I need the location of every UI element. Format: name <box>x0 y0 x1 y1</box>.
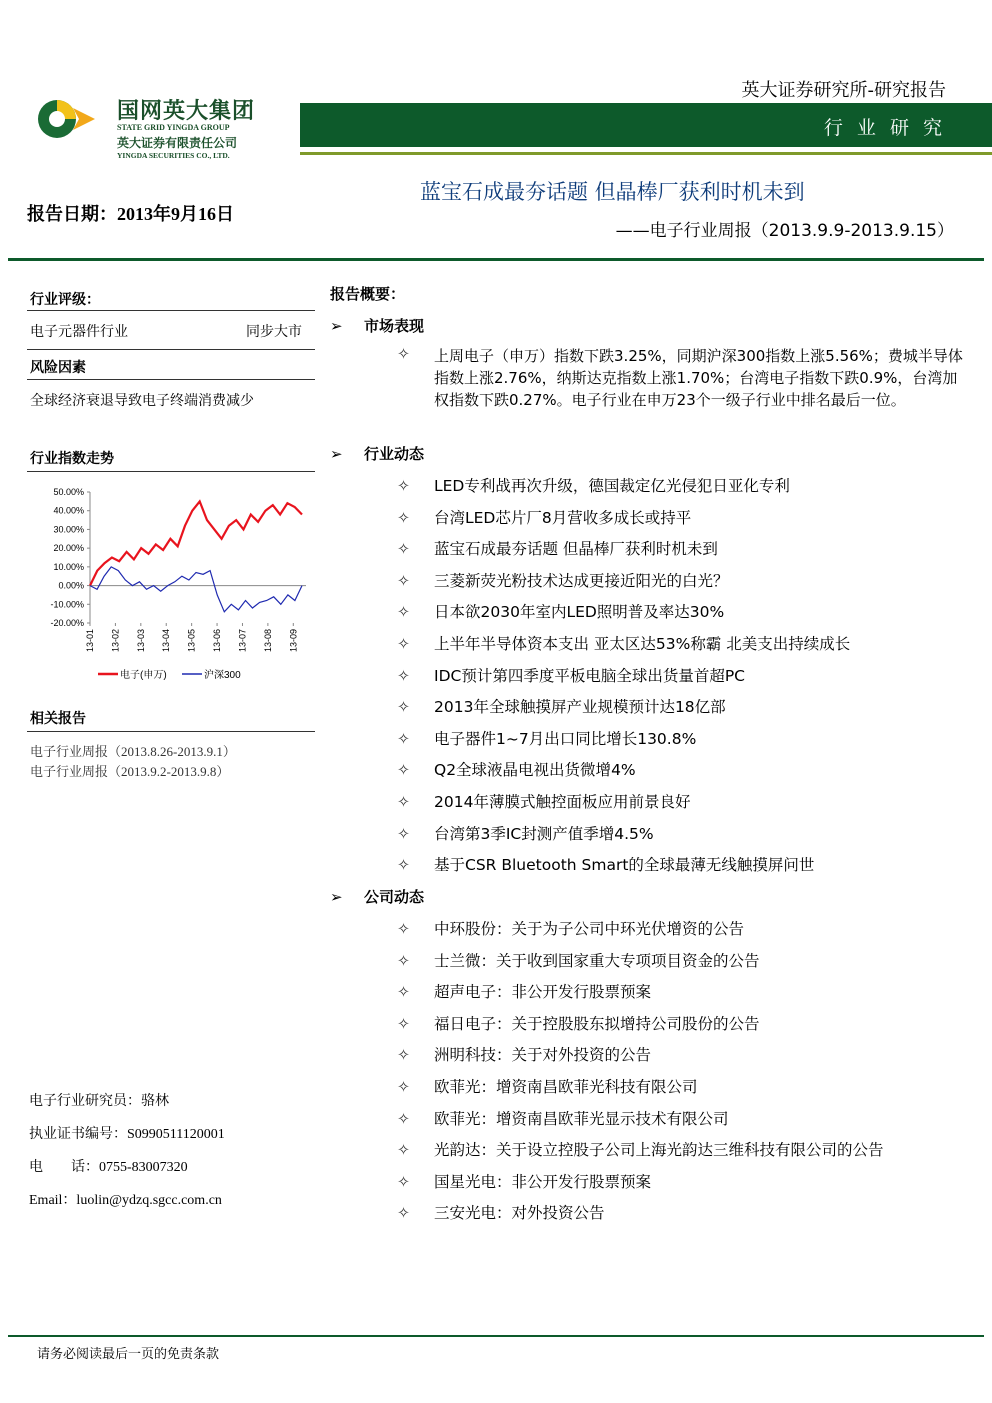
section-label: 行 业 研 究 <box>823 117 946 139</box>
news-item-text: IDC预计第四季度平板电脑全球出货量首超PC <box>434 666 746 685</box>
diamond-bullet-icon: ✧ <box>397 1078 410 1096</box>
news-item[interactable] <box>397 790 690 812</box>
diamond-bullet-icon: ✧ <box>397 508 410 527</box>
news-item-text: 欧菲光：增资南昌欧菲光显示技术有限公司 <box>434 1109 729 1128</box>
news-item[interactable] <box>397 758 636 780</box>
x-tick-label: 13-01 <box>85 629 95 653</box>
diamond-bullet-icon: ✧ <box>397 666 410 685</box>
industry-rating: 同步大市 <box>246 324 302 340</box>
analyst-name: 电子行业研究员：骆林 <box>29 1094 169 1109</box>
diamond-bullet-icon: ✧ <box>397 1204 410 1223</box>
news-item[interactable] <box>397 1107 729 1129</box>
x-tick-label: 13-02 <box>110 629 121 653</box>
news-item-text: 光韵达：关于设立控股子公司上海光韵达三维科技有限公司的公告 <box>434 1141 884 1160</box>
news-item[interactable] <box>397 727 696 749</box>
y-tick-label: 0.00% <box>58 580 84 591</box>
y-tick-label: 40.00% <box>53 505 84 516</box>
header-divider <box>8 258 984 261</box>
diamond-bullet-icon: ✧ <box>397 540 410 559</box>
index-trend-chart <box>24 480 314 690</box>
diamond-bullet-icon: ✧ <box>397 920 410 938</box>
section-industry <box>330 443 424 464</box>
y-tick-label: 50.00% <box>53 487 84 497</box>
y-tick-label: 30.00% <box>53 524 84 535</box>
diamond-bullet-icon: ✧ <box>397 698 410 717</box>
x-tick-label: 13-07 <box>237 629 248 653</box>
x-tick-label: 13-03 <box>135 629 146 653</box>
report-date: 报告日期：2013年9月16日 <box>27 204 234 224</box>
news-item[interactable] <box>397 1170 651 1192</box>
org-title: 英大证券研究所-研究报告 <box>741 80 946 101</box>
news-item-text: 超声电子：非公开发行股票预案 <box>434 983 652 1002</box>
news-item-text: 洲明科技：关于对外投资的公告 <box>434 1046 652 1065</box>
logo-group-name: 国网英大集团 <box>117 99 256 124</box>
news-item[interactable] <box>397 695 726 717</box>
report-title: 蓝宝石成最夯话题 但晶棒厂获利时机未到 <box>420 180 805 204</box>
logo-company-name-en: YINGDA SECURITIES CO., LTD. <box>117 151 230 160</box>
diamond-bullet-icon: ✧ <box>397 1141 410 1160</box>
risk-text: 全球经济衰退导致电子终端消费减少 <box>30 393 254 409</box>
related-report-1[interactable]: 电子行业周报（2013.8.26-2013.9.1） <box>30 744 236 759</box>
diamond-bullet-icon: ✧ <box>397 571 410 590</box>
news-item[interactable] <box>397 569 729 591</box>
news-item-text: 三菱新荧光粉技术达成更接近阳光的白光？ <box>434 571 729 590</box>
news-item-text: 欧菲光：增资南昌欧菲光科技有限公司 <box>434 1078 698 1096</box>
news-item-text: 上半年半导体资本支出 亚太区达53%称霸 北美支出持续成长 <box>434 635 851 653</box>
diamond-bullet-icon: ✧ <box>397 824 410 843</box>
logo-group-name-en: STATE GRID YINGDA GROUP <box>117 123 230 132</box>
phone-number: 电 话：0755-83007320 <box>29 1160 188 1175</box>
diamond-bullet-icon: ✧ <box>397 856 410 875</box>
news-item-text: 福日电子：关于控股股东拟增持公司股份的公告 <box>434 1014 760 1033</box>
section-market <box>330 315 424 336</box>
y-tick-label: -20.00% <box>50 618 84 628</box>
news-item[interactable] <box>397 853 814 875</box>
news-item-text: 士兰微：关于收到国家重大专项项目资金的公告 <box>434 951 760 970</box>
news-item-text: 中环股份：关于为子公司中环光伏增资的公告 <box>434 920 745 938</box>
news-item-text: 电子器件1~7月出口同比增长130.8% <box>434 729 697 748</box>
diamond-bullet-icon: ✧ <box>397 477 410 495</box>
news-item[interactable] <box>397 1012 760 1034</box>
diamond-bullet-icon: ✧ <box>397 635 410 653</box>
news-item[interactable] <box>397 1043 651 1065</box>
news-item-text: 2014年薄膜式触控面板应用前景良好 <box>434 793 691 811</box>
section-title: 市场表现 <box>364 317 425 335</box>
y-tick-label: -10.00% <box>50 599 84 610</box>
diamond-bullet-icon: ✧ <box>397 1046 410 1065</box>
logo-company-name: 英大证券有限责任公司 <box>117 136 238 150</box>
legend-label: 沪深300 <box>204 670 241 681</box>
diamond-bullet-icon: ✧ <box>397 345 410 363</box>
diamond-bullet-icon: ✧ <box>397 1109 410 1128</box>
company-logo <box>37 92 277 162</box>
news-item[interactable] <box>397 537 718 559</box>
news-item-text: 基于CSR Bluetooth Smart的全球最薄无线触摸屏问世 <box>434 856 815 875</box>
trend-rule <box>27 471 315 472</box>
news-item[interactable] <box>397 980 651 1002</box>
news-item[interactable] <box>397 1138 884 1160</box>
news-item[interactable] <box>397 600 724 622</box>
news-item[interactable] <box>397 632 850 654</box>
header-accent-rule <box>300 152 992 155</box>
diamond-bullet-icon: ✧ <box>397 603 410 622</box>
related-rule <box>27 731 315 732</box>
news-item-text: Q2全球液晶电视出货微增4% <box>434 761 636 780</box>
legend-label: 电子(申万) <box>120 670 167 681</box>
news-item-text: 国星光电：非公开发行股票预案 <box>434 1172 652 1191</box>
rating-heading: 行业评级： <box>30 292 100 308</box>
risk-top-rule <box>27 349 315 350</box>
diamond-bullet-icon: ✧ <box>397 1172 410 1191</box>
related-report-2[interactable]: 电子行业周报（2013.9.2-2013.9.8） <box>30 764 230 779</box>
diamond-bullet-icon: ✧ <box>397 1014 410 1033</box>
news-item[interactable] <box>397 949 760 971</box>
news-item-text: 2013年全球触摸屏产业规模预计达18亿部 <box>434 698 726 717</box>
news-item-text: 蓝宝石成最夯话题 但晶棒厂获利时机未到 <box>434 540 718 559</box>
news-item[interactable] <box>397 1201 605 1223</box>
industry-name: 电子元器件行业 <box>30 324 128 340</box>
news-item-text: 台湾第3季IC封测产值季增4.5% <box>434 824 654 843</box>
trend-heading: 行业指数走势 <box>30 451 114 467</box>
risk-heading: 风险因素 <box>30 360 86 376</box>
y-tick-label: 10.00% <box>53 561 84 572</box>
news-item-text: LED专利战再次升级，德国裁定亿光侵犯日亚化专利 <box>434 477 790 495</box>
footer-divider <box>8 1335 984 1337</box>
diamond-bullet-icon: ✧ <box>397 729 410 748</box>
rating-rule <box>27 310 315 311</box>
cert-number: 执业证书编号：S0990511120001 <box>29 1127 225 1142</box>
arrow-bullet-icon: ➢ <box>330 888 343 906</box>
x-tick-label: 13-05 <box>186 629 197 653</box>
y-tick-label: 20.00% <box>53 543 84 554</box>
news-item[interactable] <box>397 822 654 844</box>
report-subtitle: ——电子行业周报（2013.9.9-2013.9.15） <box>615 221 954 241</box>
related-heading: 相关报告 <box>30 711 86 727</box>
risk-rule <box>27 379 315 380</box>
news-item-text: 三安光电：对外投资公告 <box>434 1204 605 1223</box>
x-tick-label: 13-08 <box>262 629 273 653</box>
summary-heading: 报告概要： <box>330 285 406 303</box>
x-tick-label: 13-04 <box>161 629 172 653</box>
news-item-text: 日本欲2030年室内LED照明普及率达30% <box>434 603 725 622</box>
news-item[interactable] <box>397 1075 698 1097</box>
series-line-csi300 <box>90 567 302 612</box>
news-item[interactable] <box>397 664 745 686</box>
arrow-bullet-icon: ➢ <box>330 445 343 463</box>
news-item[interactable] <box>397 506 691 528</box>
diamond-bullet-icon: ✧ <box>397 983 410 1002</box>
x-tick-label: 13-06 <box>212 629 223 653</box>
arrow-bullet-icon: ➢ <box>330 317 343 335</box>
diamond-bullet-icon: ✧ <box>397 761 410 780</box>
news-item[interactable] <box>397 474 790 496</box>
market-summary-text: 上周电子（申万）指数下跌3.25%，同期沪深300指数上涨5.56%；费城半导体指数上涨2.76%，纳斯达克指数上涨1.70%；台湾电子指数下跌0.9%，台湾加权指数下跌0.27%。电子行业在申万23个一级子行业中排名最后一位。 <box>434 347 963 409</box>
diamond-bullet-icon: ✧ <box>397 951 410 970</box>
x-tick-label: 13-09 <box>288 629 299 653</box>
email-link[interactable]: Email：luolin@ydzq.sgcc.com.cn <box>29 1193 222 1208</box>
news-item[interactable] <box>397 917 744 939</box>
news-item-text: 台湾LED芯片厂8月营收多成长或持平 <box>434 508 692 527</box>
section-company <box>330 886 424 907</box>
diamond-bullet-icon: ✧ <box>397 793 410 811</box>
disclaimer-note: 请务必阅读最后一页的免责条款 <box>37 1347 220 1362</box>
section-title: 公司动态 <box>364 888 425 906</box>
section-title: 行业动态 <box>364 445 425 463</box>
logo-mark-icon <box>37 94 101 144</box>
